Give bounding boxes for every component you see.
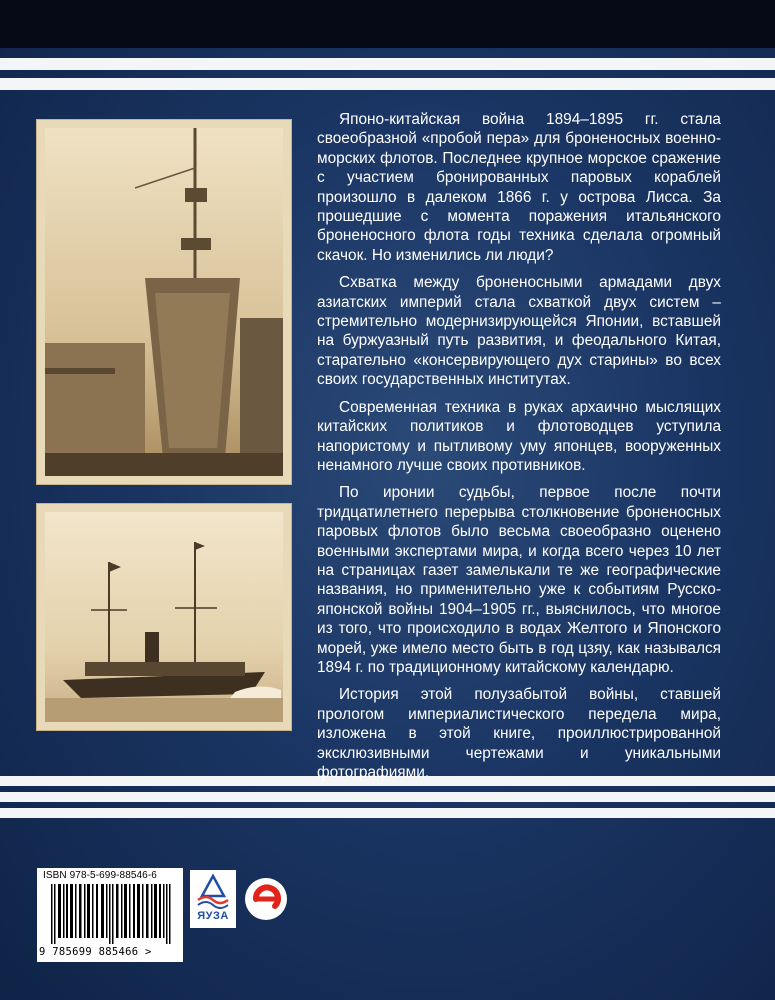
top-stripes	[0, 48, 775, 98]
barcode-icon	[51, 884, 171, 944]
top-dark-band	[0, 0, 775, 48]
eksmo-logo	[244, 870, 288, 928]
yauza-logo	[190, 870, 236, 928]
isbn-barcode-box	[37, 868, 183, 962]
photo-cruiser-at-sea	[37, 504, 291, 730]
paragraph-4: По иронии судьбы, первое после почти тридцатилетнего перерыва столкновение броненосных паровых флотов было весьма своеобразно оценено военными экспертами мира, и когда всего через 10 лет на страницах газет замелькали те же географические названия, но применительно уже к событиям Русско-японской войны 1904–1905 гг., выяснилось, что многое из того, что происходило в водах Желтого и Японского морей, уже имело место быть в год цзяу, как назывался 1894 г. по традиционному китайскому календарю.	[317, 484, 721, 676]
paragraph-1: Японо-китайская война 1894–1895 гг. стала своеобразной «пробой пера» для броненосных военно-морских флотов. Последнее крупное морское сражение с участием бронированных паровых кораблей произошло в далеком 1866 г. у острова Лисса. За прошедшие с момента поражения итальянского броненосного флота годы техника сделала огромный скачок. Но изменились ли люди?	[317, 111, 721, 264]
eksmo-e-icon	[244, 870, 288, 928]
photo-ship-bow-drydock	[37, 120, 291, 484]
paragraph-3: Современная техника в руках архаично мыслящих китайских политиков и флотоводцев уступила напористому и пытливому уму японцев, вооруженных ненамного лучше своих противников.	[317, 398, 721, 474]
yauza-label: ЯУЗА	[197, 910, 229, 922]
isbn-digits: 9 785699 885466 >	[39, 946, 152, 958]
annotation-text	[317, 110, 721, 790]
isbn-label: ISBN 978-5-699-88546-6	[43, 870, 157, 881]
yauza-wave-icon	[190, 870, 236, 910]
paragraph-2: Схватка между броненосными армадами двух азиатских империй стала схваткой двух систем – стремительно модернизирующейся Японии, вставшей на буржуазный путь развития, и феодального Китая, старательно «консервирующего дух старины» во всех своих государственных институтах.	[317, 274, 721, 389]
paragraph-5: История этой полузабытой войны, ставшей прологом империалистического передела мира, изложена в этой книге, проиллюстрированной эксклюзивными чертежами и уникальными фотографиями.	[317, 686, 721, 781]
